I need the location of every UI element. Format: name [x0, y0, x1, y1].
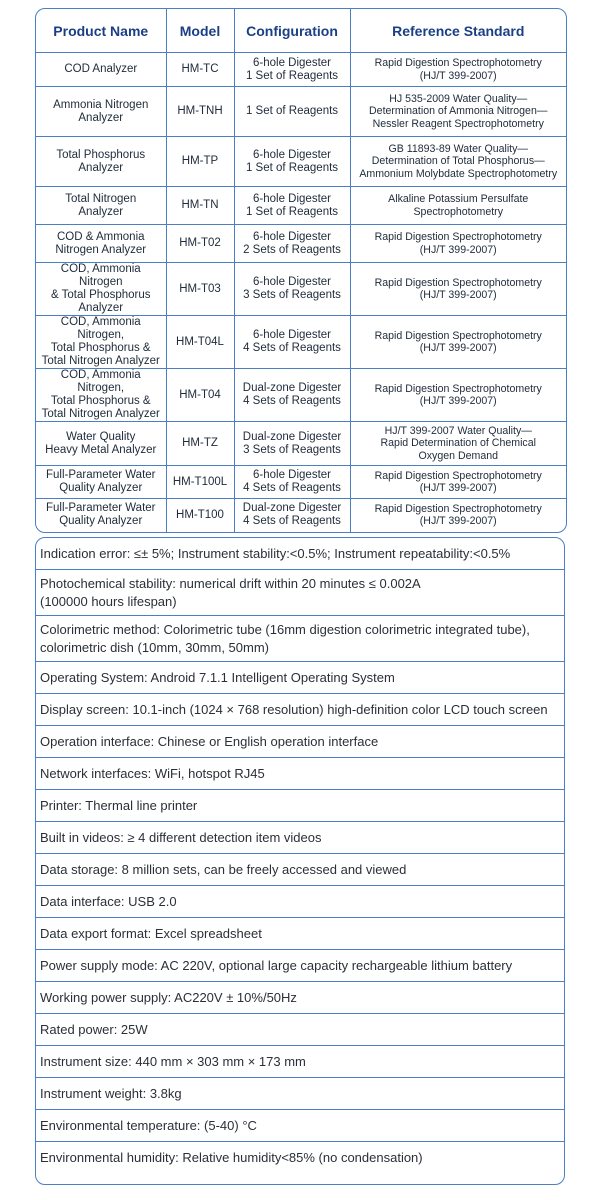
- spec-item: [36, 918, 564, 950]
- cell-reference-standard: Rapid Digestion Spectrophotometry (HJ/T 399-2007): [350, 263, 566, 316]
- cell-product-name: Total Nitrogen Analyzer: [36, 187, 166, 225]
- spec-item: [36, 982, 564, 1014]
- cell-reference-standard: Rapid Digestion Spectrophotometry (HJ/T 399-2007): [350, 225, 566, 263]
- cell-reference-standard: Alkaline Potassium Persulfate Spectrophotometry: [350, 187, 566, 225]
- cell-configuration: 6-hole Digester 1 Set of Reagents: [234, 137, 350, 187]
- table-row: [36, 422, 566, 466]
- cell-configuration: 6-hole Digester 2 Sets of Reagents: [234, 225, 350, 263]
- cell-product-name: Full-Parameter Water Quality Analyzer: [36, 466, 166, 499]
- spec-item: [36, 662, 564, 694]
- cell-configuration: 6-hole Digester 1 Set of Reagents: [234, 53, 350, 87]
- cell-reference-standard: HJ 535-2009 Water Quality— Determination of Ammonia Nitrogen— Nessler Reagent Spectrophotometry: [350, 87, 566, 137]
- spec-item: [36, 726, 564, 758]
- spec-text: Network interfaces: WiFi, hotspot RJ45: [40, 765, 265, 781]
- table-row: [36, 369, 566, 422]
- product-table-container: [35, 8, 567, 533]
- spec-item: [36, 1014, 564, 1046]
- cell-reference-standard: Rapid Digestion Spectrophotometry (HJ/T 399-2007): [350, 316, 566, 369]
- cell-model: HM-TN: [166, 187, 234, 225]
- cell-reference-standard: GB 11893-89 Water Quality— Determination of Total Phosphorus— Ammonium Molybdate Spectrophotometry: [350, 137, 566, 187]
- spec-text: Power supply mode: AC 220V, optional large capacity rechargeable lithium battery: [40, 957, 513, 973]
- cell-configuration: 1 Set of Reagents: [234, 87, 350, 137]
- spec-item: [36, 1142, 564, 1174]
- cell-reference-standard: HJ/T 399-2007 Water Quality— Rapid Determination of Chemical Oxygen Demand: [350, 422, 566, 466]
- cell-product-name: COD Analyzer: [36, 53, 166, 87]
- spec-item: [36, 758, 564, 790]
- spec-item: [36, 1110, 564, 1142]
- cell-product-name: Total Phosphorus Analyzer: [36, 137, 166, 187]
- spec-text: Working power supply: AC220V ± 10%/50Hz: [40, 989, 297, 1005]
- cell-product-name: Full-Parameter Water Quality Analyzer: [36, 499, 166, 532]
- cell-product-name: COD, Ammonia Nitrogen & Total Phosphorus Analyzer: [36, 263, 166, 316]
- spec-item: [36, 886, 564, 918]
- spec-text: Instrument size: 440 mm × 303 mm × 173 mm: [40, 1053, 306, 1069]
- spec-text: Display screen: 10.1-inch (1024 × 768 resolution) high-definition color LCD touch screen: [40, 701, 548, 717]
- specification-list: [35, 537, 565, 1185]
- spec-item: [36, 854, 564, 886]
- cell-model: HM-TNH: [166, 87, 234, 137]
- spec-item: [36, 570, 564, 616]
- spec-text: Data export format: Excel spreadsheet: [40, 925, 262, 941]
- spec-text: Environmental temperature: (5-40) °C: [40, 1117, 257, 1133]
- spec-text: Data storage: 8 million sets, can be freely accessed and viewed: [40, 861, 407, 877]
- spec-text: Rated power: 25W: [40, 1021, 148, 1037]
- spec-text: Operation interface: Chinese or English operation interface: [40, 733, 379, 749]
- cell-configuration: Dual-zone Digester 3 Sets of Reagents: [234, 422, 350, 466]
- spec-item: [36, 538, 564, 570]
- cell-model: HM-T02: [166, 225, 234, 263]
- cell-reference-standard: Rapid Digestion Spectrophotometry (HJ/T 399-2007): [374, 502, 542, 528]
- spec-text: Operating System: Android 7.1.1 Intelligent Operating System: [40, 669, 395, 685]
- header-configuration: Configuration: [234, 9, 350, 53]
- spec-text: Environmental humidity: Relative humidity<85% (no condensation): [40, 1150, 423, 1165]
- table-row: [36, 187, 566, 225]
- product-table: [36, 9, 566, 532]
- cell-product-name: COD & Ammonia Nitrogen Analyzer: [36, 225, 166, 263]
- table-row: [36, 316, 566, 369]
- table-row: [36, 225, 566, 263]
- spec-text: Instrument weight: 3.8kg: [40, 1085, 182, 1101]
- table-row: [36, 87, 566, 137]
- cell-configuration: 6-hole Digester 1 Set of Reagents: [234, 187, 350, 225]
- header-model: Model: [166, 9, 234, 53]
- cell-product-name: Ammonia Nitrogen Analyzer: [36, 87, 166, 137]
- cell-product-name: COD, Ammonia Nitrogen, Total Phosphorus & Total Nitrogen Analyzer: [36, 316, 166, 369]
- cell-model: HM-T03: [166, 263, 234, 316]
- cell-reference-standard: Rapid Digestion Spectrophotometry (HJ/T 399-2007): [350, 369, 566, 422]
- spec-item: [36, 790, 564, 822]
- spec-item: [36, 822, 564, 854]
- cell-model: HM-TZ: [166, 422, 234, 466]
- spec-text: Built in videos: ≥ 4 different detection item videos: [40, 829, 322, 845]
- spec-text: Photochemical stability: numerical drift within 20 minutes ≤ 0.002A (100000 hours lifespan): [40, 575, 421, 609]
- table-row: [36, 263, 566, 316]
- header-reference-standard: Reference Standard: [350, 9, 566, 53]
- cell-configuration: Dual-zone Digester 4 Sets of Reagents: [234, 499, 350, 532]
- cell-model: HM-T04: [166, 369, 234, 422]
- table-row: [36, 137, 566, 187]
- cell-model: HM-T04L: [166, 316, 234, 369]
- cell-reference-standard: Rapid Digestion Spectrophotometry (HJ/T 399-2007): [350, 466, 566, 499]
- cell-configuration: 6-hole Digester 4 Sets of Reagents: [234, 466, 350, 499]
- spec-item: [36, 616, 564, 662]
- table-row: [36, 499, 566, 532]
- table-row: [36, 53, 566, 87]
- cell-product-name: COD, Ammonia Nitrogen, Total Phosphorus & Total Nitrogen Analyzer: [36, 369, 166, 422]
- spec-item: [36, 694, 564, 726]
- spec-text: Printer: Thermal line printer: [40, 797, 198, 813]
- cell-configuration: Dual-zone Digester 4 Sets of Reagents: [234, 369, 350, 422]
- cell-configuration: 6-hole Digester 3 Sets of Reagents: [234, 263, 350, 316]
- cell-configuration: 6-hole Digester 4 Sets of Reagents: [234, 316, 350, 369]
- spec-item: [36, 950, 564, 982]
- cell-model: HM-T100L: [166, 466, 234, 499]
- table-header-row: [36, 9, 566, 53]
- spec-item: [36, 1046, 564, 1078]
- cell-model: HM-TP: [166, 137, 234, 187]
- spec-text: Data interface: USB 2.0: [40, 893, 177, 909]
- spec-item: [36, 1078, 564, 1110]
- spec-text: Colorimetric method: Colorimetric tube (16mm digestion colorimetric integrated tube), colorimetric dish (10mm, 30mm, 50mm): [40, 621, 530, 655]
- table-row: [36, 466, 566, 499]
- spec-text: Indication error: ≤± 5%; Instrument stability:<0.5%; Instrument repeatability:<0.5%: [40, 545, 511, 561]
- header-product-name: Product Name: [36, 9, 166, 53]
- cell-reference-standard: Rapid Digestion Spectrophotometry (HJ/T 399-2007): [350, 53, 566, 87]
- cell-product-name: Water Quality Heavy Metal Analyzer: [36, 422, 166, 466]
- cell-model: HM-TC: [166, 53, 234, 87]
- cell-model: HM-T100: [166, 499, 234, 532]
